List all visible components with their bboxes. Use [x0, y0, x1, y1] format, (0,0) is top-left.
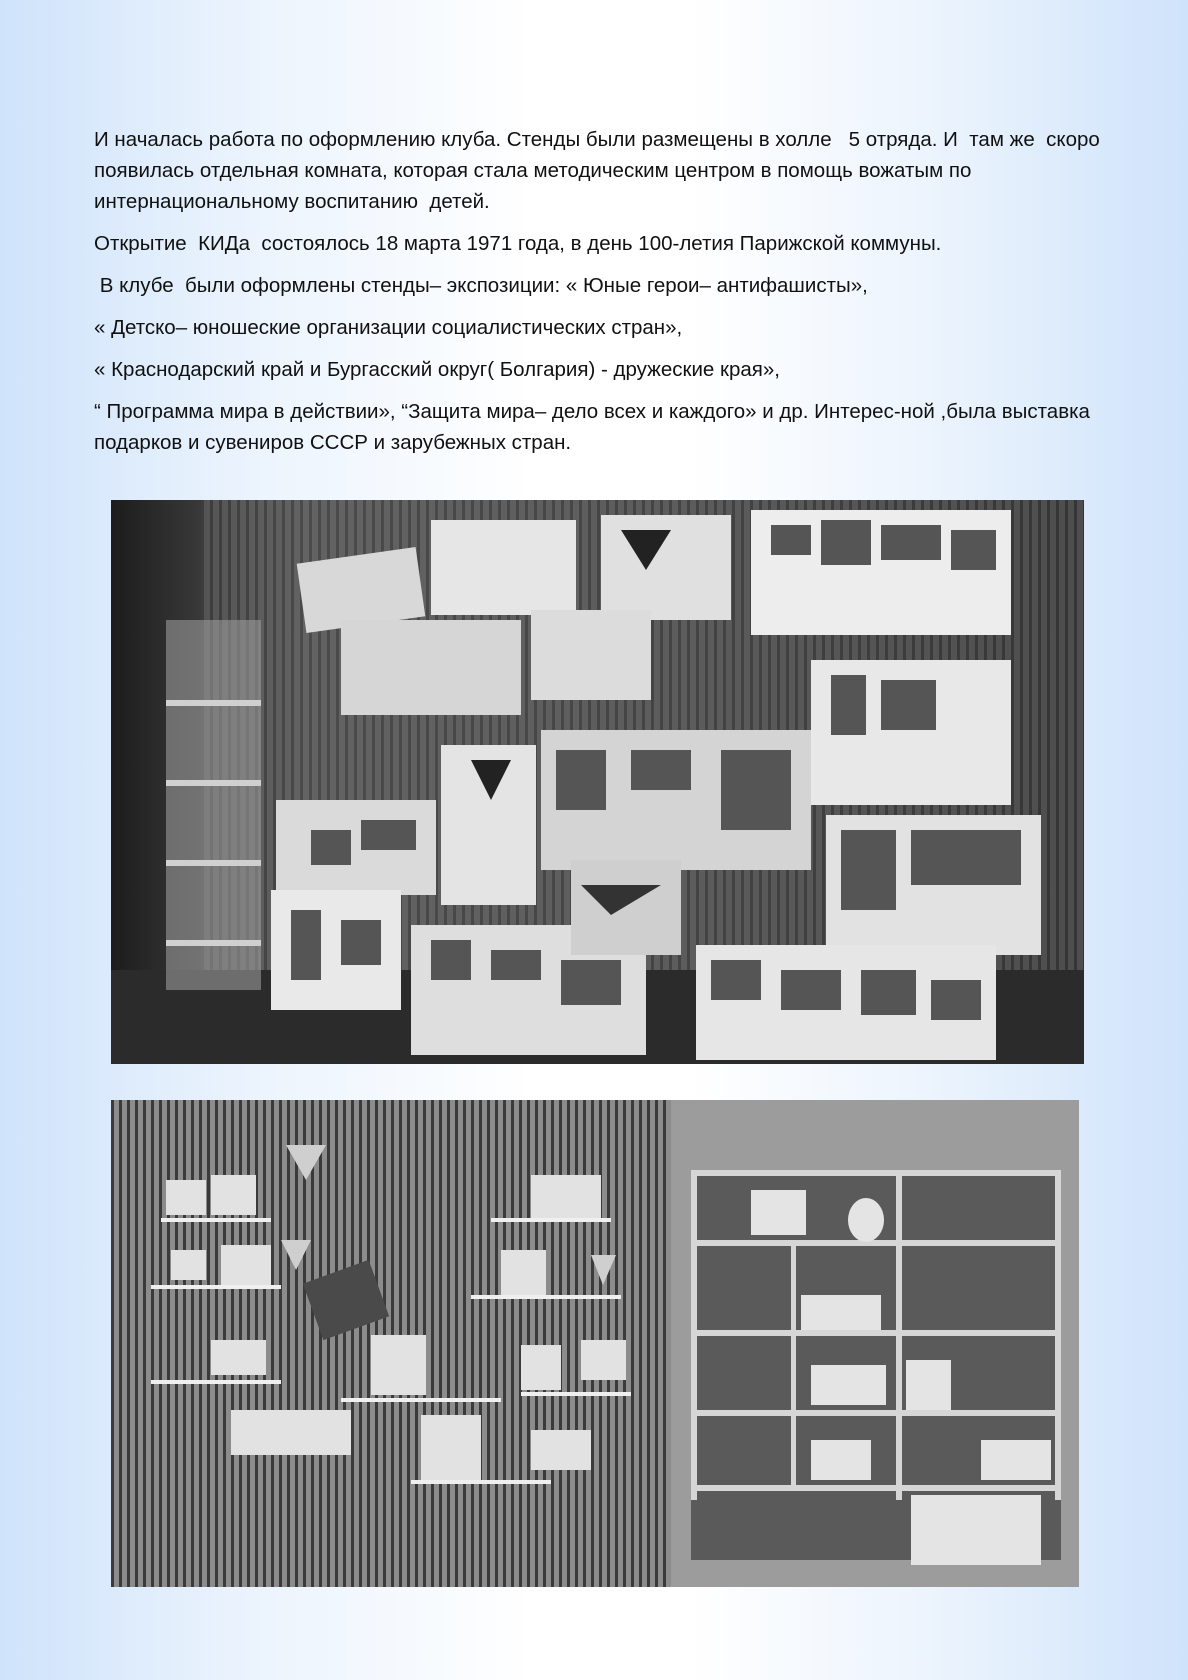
- paragraph-1: И началась работа по оформлению клуба. Стенды были размещены в холле 5 отряда. И там же скоро появилась отдельная комната, которая стала методическим центром в помощь вожатым по интернациональному воспитанию детей.: [94, 128, 1106, 213]
- photo-exhibition-stands-image: [111, 500, 1084, 1064]
- photo-souvenir-exhibition-image: [111, 1100, 1079, 1587]
- paragraph-5: « Краснодарский край и Бургасский округ( Болгария) - дружеские края»,: [94, 358, 780, 381]
- paragraph-6: “ Программа мира в действии», “Защита мира– дело всех и каждого» и др. Интерес-ной ,была выставка подарков и сувениров СССР и зарубежных стран.: [94, 400, 1096, 454]
- paragraph-2: Открытие КИДа состоялось 18 марта 1971 года, в день 100-летия Парижской коммуны.: [94, 232, 942, 255]
- article-text: [94, 124, 1104, 469]
- paragraph-4: « Детско– юношеские организации социалистических стран»,: [94, 316, 683, 339]
- paragraph-3: В клубе были оформлены стенды– экспозиции: « Юные герои– антифашисты»,: [94, 274, 868, 297]
- photo-souvenir-exhibition: [111, 1100, 1079, 1587]
- photo-exhibition-stands: [111, 500, 1084, 1064]
